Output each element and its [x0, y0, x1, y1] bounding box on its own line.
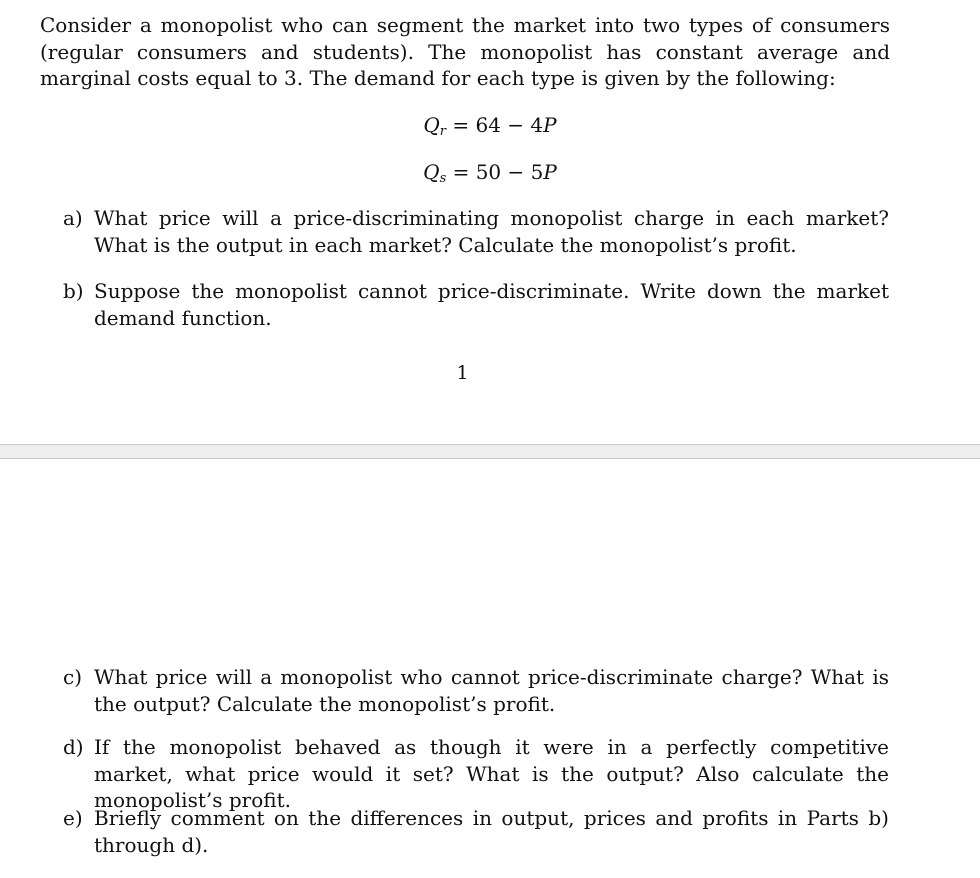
question-b — [63, 278, 889, 331]
equation-student-demand — [0, 159, 980, 185]
question-text: If the monopolist behaved as though it were in a perfectly competitive market, what price would it set? What is the output? Also calculate the monopolist’s profit. — [94, 735, 889, 812]
question-text: Briefly comment on the differences in output, prices and profits in Parts b) through d). — [94, 806, 889, 857]
intro-paragraph: Consider a monopolist who can segment the market into two types of consumers (regular consumers and students). The monopolist has constant average and marginal costs equal to 3. The demand for each type is given by the following: — [40, 13, 890, 90]
equation-regular-demand — [0, 112, 980, 138]
eq-rhs: = 50 − 5 — [446, 160, 544, 184]
eq-var: P — [543, 113, 557, 137]
question-text: What price will a monopolist who cannot price-discriminate charge? What is the output? Calculate the monopolist’s profit. — [94, 665, 889, 716]
question-text: What price will a price-discriminating monopolist charge in each market? What is the output in each market? Calculate the monopolist’s profit. — [94, 206, 889, 257]
eq-lhs: Q — [423, 160, 440, 184]
question-label: b) — [63, 279, 84, 303]
eq-rhs: = 64 − 4 — [446, 113, 544, 137]
question-label: a) — [63, 206, 83, 230]
eq-var: P — [543, 160, 557, 184]
question-text: Suppose the monopolist cannot price-discriminate. Write down the market demand function. — [94, 279, 889, 330]
question-d — [63, 734, 889, 814]
question-e — [63, 805, 889, 858]
page-number: 1 — [456, 362, 469, 384]
question-label: e) — [63, 806, 83, 830]
eq-subscript: s — [439, 171, 447, 186]
question-label: d) — [63, 735, 84, 759]
page-separator — [0, 444, 980, 459]
question-c — [63, 664, 889, 717]
question-label: c) — [63, 665, 83, 689]
eq-subscript: r — [439, 124, 447, 139]
question-a — [63, 205, 889, 258]
eq-lhs: Q — [423, 113, 440, 137]
